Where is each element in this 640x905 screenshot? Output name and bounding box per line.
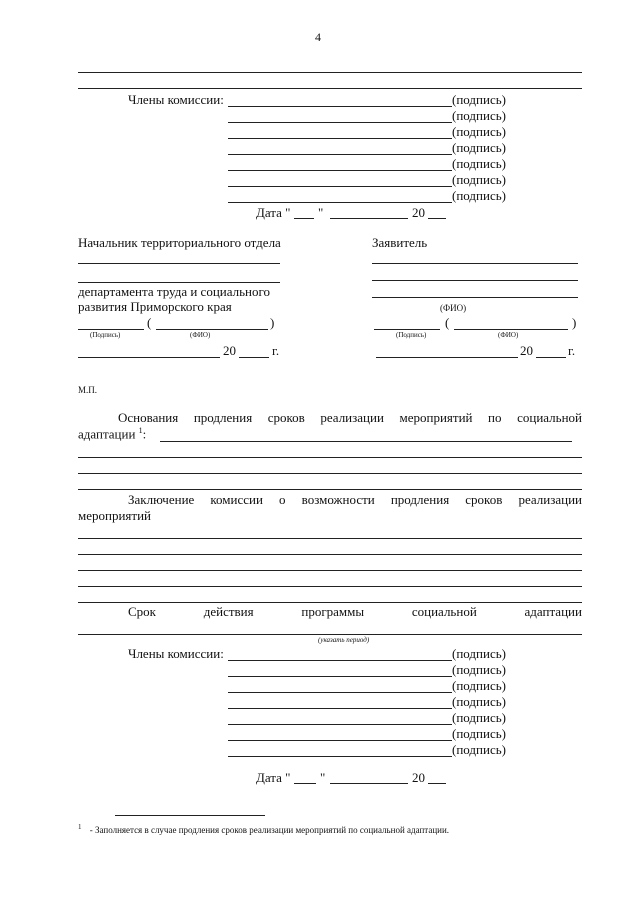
signature-line[interactable] (228, 106, 452, 107)
date-year-field[interactable] (428, 783, 446, 784)
signature-line[interactable] (228, 724, 452, 725)
period-hint: (указать период) (318, 636, 370, 644)
grounds-text: Основания продления сроков реализации мероприятий по социальной (118, 410, 582, 425)
date-label: Дата " (256, 205, 291, 220)
signature-line[interactable] (228, 202, 452, 203)
grounds-prefix: адаптации (78, 426, 136, 442)
signature-label: (подпись) (452, 726, 506, 741)
signature-line[interactable] (228, 154, 452, 155)
year-suffix: г. (272, 343, 280, 358)
blank-line[interactable] (372, 297, 578, 298)
signature-caption: (Подпись) (396, 331, 427, 339)
blank-line[interactable] (372, 263, 578, 264)
blank-line[interactable] (78, 586, 582, 587)
date-month-field[interactable] (330, 783, 408, 784)
signature-line[interactable] (228, 676, 452, 677)
signature-line[interactable] (228, 170, 452, 171)
program-term-field[interactable] (78, 634, 582, 635)
paren-open: ( (147, 315, 152, 330)
blank-line[interactable] (372, 280, 578, 281)
blank-line[interactable] (78, 602, 582, 603)
conclusion-text: Заключение комиссии о возможности продления сроков реализации (128, 492, 582, 507)
term-word: социальной (411, 604, 477, 619)
footnote-separator (115, 815, 265, 816)
applicant-signature-field[interactable] (374, 329, 440, 330)
paren-close: ) (572, 315, 577, 330)
head-date-field[interactable] (78, 357, 220, 358)
signature-label: (подпись) (452, 140, 506, 155)
date-year-field[interactable] (428, 218, 446, 219)
year-prefix: 20 (223, 343, 236, 358)
date-day-field[interactable] (294, 218, 314, 219)
fio-caption: (ФИО) (498, 331, 519, 339)
department-line1: департамента труда и социального (78, 284, 271, 299)
grounds-colon: : (142, 426, 147, 442)
blank-line[interactable] (78, 489, 582, 490)
members-label: Члены комиссии: (128, 646, 224, 661)
signature-line[interactable] (228, 756, 452, 757)
paren-close: ) (270, 315, 275, 330)
signature-line[interactable] (228, 660, 452, 661)
grounds-line1 (118, 410, 582, 426)
blank-line[interactable] (78, 457, 582, 458)
date-month-field[interactable] (330, 218, 408, 219)
signature-label: (подпись) (452, 694, 506, 709)
signature-label: (подпись) (452, 646, 506, 661)
blank-line[interactable] (78, 570, 582, 571)
applicant-year-field[interactable] (536, 357, 566, 358)
head-signature-field[interactable] (78, 329, 144, 330)
term-word: программы (301, 604, 365, 619)
year-prefix: 20 (520, 343, 533, 358)
year-suffix: г. (568, 343, 576, 358)
blank-line[interactable] (78, 72, 582, 73)
blank-line[interactable] (78, 88, 582, 89)
footnote-mark: 1 (138, 426, 143, 435)
blank-line[interactable] (78, 473, 582, 474)
applicant-date-field[interactable] (376, 357, 518, 358)
fio-caption-top: (ФИО) (440, 303, 467, 313)
signature-line[interactable] (228, 138, 452, 139)
signature-label: (подпись) (452, 662, 506, 677)
blank-line[interactable] (78, 554, 582, 555)
signature-line[interactable] (228, 708, 452, 709)
conclusion-line1 (128, 492, 582, 508)
head-heading: Начальник территориального отдела (78, 235, 281, 250)
term-word: адаптации (524, 604, 582, 619)
term-word: Срок (128, 604, 156, 619)
signature-line[interactable] (228, 740, 452, 741)
stamp-label: М.П. (78, 385, 98, 395)
date-year-prefix: 20 (412, 205, 425, 220)
signature-label: (подпись) (452, 124, 506, 139)
signature-label: (подпись) (452, 742, 506, 757)
blank-line[interactable] (78, 263, 280, 264)
date-label: Дата " (256, 770, 291, 785)
date-day-field[interactable] (294, 783, 316, 784)
signature-label: (подпись) (452, 156, 506, 171)
grounds-field[interactable] (160, 441, 572, 442)
term-word: действия (203, 604, 254, 619)
date-quote: " (318, 205, 324, 220)
members-label: Члены комиссии: (128, 92, 224, 107)
date-quote: " (320, 770, 326, 785)
signature-label: (подпись) (452, 92, 506, 107)
signature-label: (подпись) (452, 108, 506, 123)
head-year-field[interactable] (239, 357, 269, 358)
signature-line[interactable] (228, 122, 452, 123)
page-number: 4 (315, 30, 321, 44)
footnote-text: - Заполняется в случае продления сроков реализации мероприятий по социальной адаптации. (89, 825, 450, 835)
paren-open: ( (445, 315, 450, 330)
head-fio-field[interactable] (156, 329, 268, 330)
signature-label: (подпись) (452, 188, 506, 203)
footnote-mark: 1 (78, 823, 82, 831)
fio-caption: (ФИО) (190, 331, 211, 339)
grounds-line2 (78, 426, 146, 442)
conclusion-line2: мероприятий (78, 508, 151, 523)
signature-caption: (Подпись) (90, 331, 121, 339)
date-year-prefix: 20 (412, 770, 425, 785)
department-line2: развития Приморского края (78, 299, 232, 314)
footnote (78, 823, 449, 835)
signature-label: (подпись) (452, 172, 506, 187)
blank-line[interactable] (78, 282, 280, 283)
applicant-heading: Заявитель (372, 235, 428, 250)
applicant-fio-field[interactable] (454, 329, 568, 330)
signature-line[interactable] (228, 186, 452, 187)
program-term-line (128, 604, 582, 620)
blank-line[interactable] (78, 538, 582, 539)
signature-label: (подпись) (452, 710, 506, 725)
signature-line[interactable] (228, 692, 452, 693)
signature-label: (подпись) (452, 678, 506, 693)
